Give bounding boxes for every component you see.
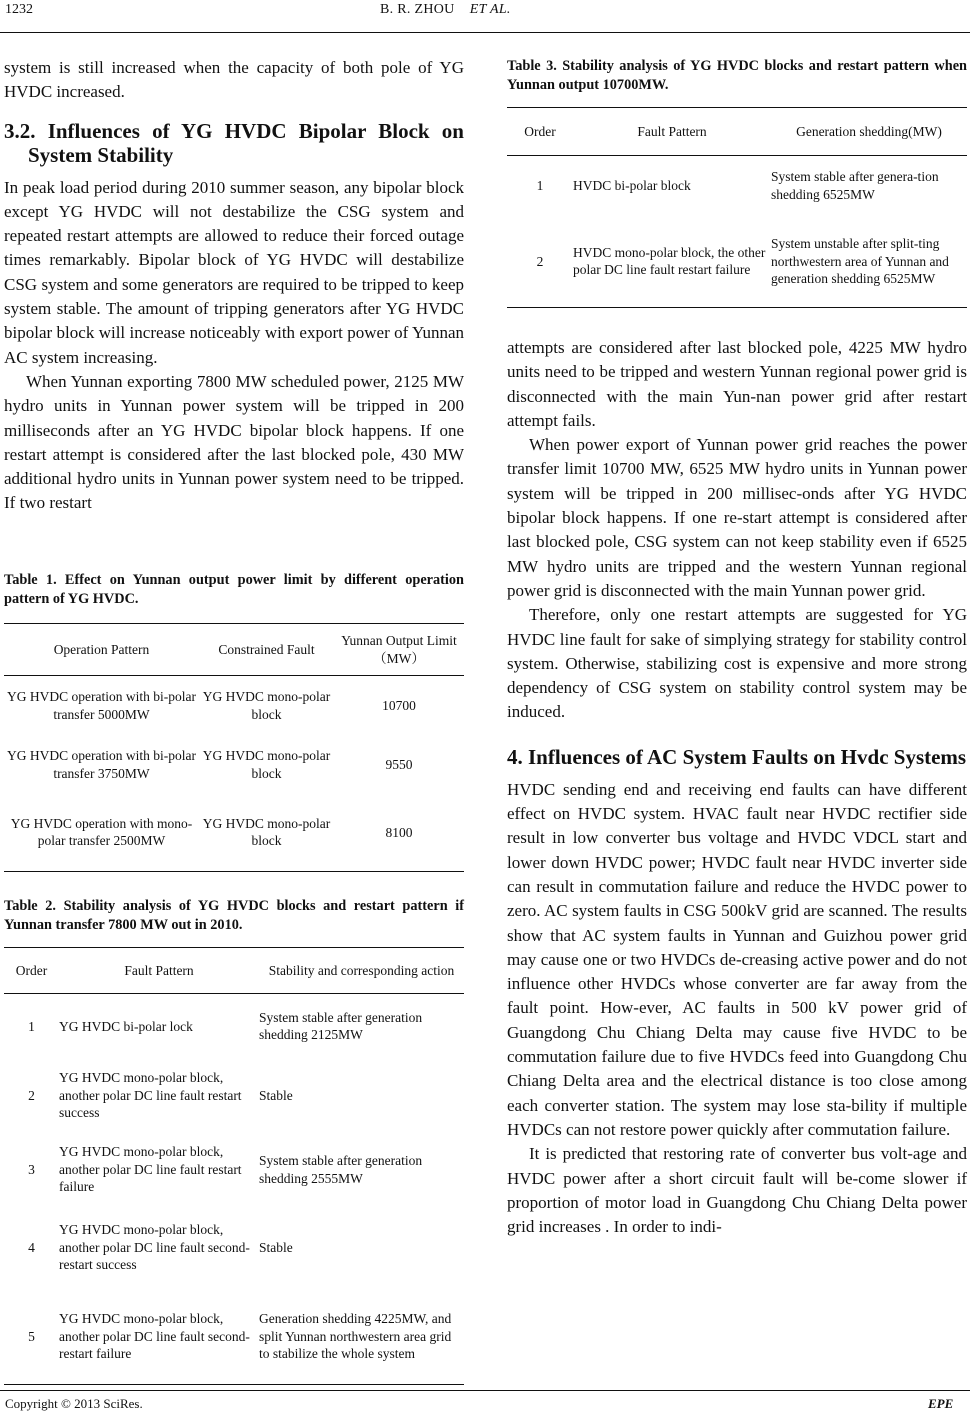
column-header: Fault Pattern [59,948,259,994]
column-header: Stability and corresponding action [259,948,464,994]
table-cell: YG HVDC mono-polar block, another polar DC line fault restart success [59,1070,242,1121]
table-cell: HVDC bi-polar block [573,178,691,193]
table-2 [4,897,464,1385]
left-column-text [4,56,464,516]
table-row [4,1207,464,1289]
footer-journal: EPE [928,1396,954,1411]
table-cell: YG HVDC mono-polar block, another polar DC line fault second-restart failure [59,1289,259,1385]
table-cell: Stable [259,1087,293,1103]
column-header: Generation shedding(MW) [771,108,967,156]
table-cell: System stable after genera-tion shedding 6525MW [771,169,939,202]
table-caption: Table 1. Effect on Yunnan output power limit by different operation pattern of YG HVDC. [4,572,464,607]
table-cell: 3 [28,1161,35,1177]
table-caption: Table 3. Stability analysis of YG HVDC blocks and restart pattern when Yunnan output 10700MW. [507,58,967,93]
table-cell: Generation shedding 4225MW, and split Yunnan northwestern area grid to stabilize the whole system [259,1289,464,1385]
table-3 [507,57,967,308]
paragraph: system is still increased when the capacity of both pole of YG HVDC increased. [4,58,464,102]
column-header: Order [4,948,59,994]
table-cell: 9550 [385,756,413,772]
table-row [507,156,967,216]
table-row [4,994,464,1059]
table-cell: 1 [28,1018,35,1034]
footer-rule [0,1390,970,1391]
paragraph: When Yunnan exporting 7800 MW scheduled power, 2125 MW hydro units in Yunnan power system will be tripped in 200 milliseconds after an YG HVDC bipolar block happens. If one restart attempt is considered after the last blocked pole, 430 MW additional hydro units in Yunnan power system need to be tripped. If two restart [4,371,464,513]
header-rule [0,32,970,33]
table-row [4,1133,464,1207]
table-cell: 1 [536,178,544,193]
table-row [507,216,967,308]
table-cell: YG HVDC mono-polar block, another polar DC line fault restart failure [59,1144,242,1195]
table-cell: YG HVDC mono-polar block [199,794,334,872]
column-header: Fault Pattern [573,108,771,156]
table-cell: 2 [28,1087,35,1103]
paragraph: HVDC sending end and receiving end faults can have different effect on HVDC system. HVAC fault near HVDC rectifier side result in low converter bus voltage and HVDC VDCL start and lower down HVDC power; HVDC fault near HVDC inverter side can result in commutation failure and reduce the HVDC power to zero. AC system faults in CSG 500kV grid are scanned. The results show that AC system faults in Yunnan and Guizhou power grid may cause one or two HVDCs de-creasing active power and do not influence other HVDCs whose converter are far away from the fault point. How-ever, AC faults in 500 kV power grid of Guangdong Chu Chiang Delta may cause five HVDC to be commutation failure due to five HVDCs feed into Guangdong Chu Chiang Delta area and the electrical distance is too close among each converter station. The system may lose sta-bility if multiple HVDCs can not restore power quickly after commutation failure. [507,779,967,1139]
paragraph: When power export of Yunnan power grid reaches the power transfer limit 10700 MW, 6525 MW hydro units in Yunnan power system will be tripped in 200 millisec-onds after YG HVDC bipolar block happens. If one re-start attempt is considered after last blocked pole, CSG system can not keep stability even if 6525 MW hydro units are tripped and the western Yunnan regional power grid is disconnected with the main Yunnan power grid. [507,435,967,600]
table-cell: YG HVDC operation with bi-polar transfer 5000MW [7,689,196,722]
table-1 [4,571,464,872]
paragraph: attempts are considered after last blocked pole, 4225 MW hydro units need to be tripped and western Yunnan regional power grid is disconnected with the main Yun-nan power grid after restart attempt fails. [507,338,967,430]
table-cell: YG HVDC mono-polar block, another polar DC line fault second-restart success [59,1222,250,1273]
table-cell: 5 [4,1289,59,1385]
table-cell: System stable after generation shedding 2555MW [259,1153,423,1186]
section-heading-3-2: 3.2. Influences of YG HVDC Bipolar Block on System Stability [4,118,464,167]
footer-copyright: Copyright © 2013 SciRes. [5,1396,143,1411]
table-cell: YG HVDC operation with mono-polar transfer 2500MW [4,794,199,872]
table-row [4,736,464,794]
table-cell: 10700 [382,698,416,713]
section-heading-4: 4. Influences of AC System Faults on Hvdc Systems [507,744,967,769]
table-cell: 8100 [334,794,464,872]
table-caption: Table 2. Stability analysis of YG HVDC blocks and restart pattern if Yunnan transfer 7800 MW out in 2010. [4,898,464,933]
table-cell: HVDC mono-polar block, the other polar DC line fault restart failure [573,216,771,308]
table-cell: YG HVDC mono-polar block [202,748,331,781]
table-cell: 4 [28,1239,35,1255]
table-row [4,1059,464,1133]
table-row [4,1289,464,1385]
column-header: Constrained Fault [199,624,334,676]
table-row [4,676,464,736]
right-column-text [507,336,967,1239]
running-head-authors: B. R. ZHOU [380,2,455,17]
table-cell: YG HVDC operation with bi-polar transfer 3750MW [7,748,196,781]
table-cell: 2 [507,216,573,308]
paragraph: It is predicted that restoring rate of converter bus volt-age and HVDC power after a short circuit fault will be-come slower if proportion of motor load in Guangdong Chu Chiang Delta power grid increases . In order to indi- [507,1144,967,1237]
column-header: Operation Pattern [4,624,199,676]
table-cell: YG HVDC mono-polar block [202,689,331,722]
page-number: 1232 [5,2,33,17]
table-cell: YG HVDC bi-polar lock [59,1018,193,1034]
running-head-etal: ET AL. [469,2,511,17]
column-header: Yunnan Output Limit（MW） [334,624,464,676]
paragraph: In peak load period during 2010 summer season, any bipolar block except YG HVDC will not destabilize the CSG system and repeated restart attempts are allowed to reduce their forced outage times remarkably. Bipolar block of YG HVDC will destabilize CSG system and some generators are required to be tripped to keep system stable. The amount of tripping generators after YG HVDC bipolar block will increase noticeably with export power of Yunnan AC system increasing. [4,177,464,367]
table-row [4,794,464,872]
column-header: Order [507,108,573,156]
table-cell: System unstable after split-ting northwestern area of Yunnan and generation shedding 6525MW [771,216,967,308]
running-head [380,2,511,18]
paragraph: Therefore, only one restart attempts are suggested for YG HVDC line fault for sake of simplying strategy for stability control system. Otherwise, stabilizing cost is expensive and more strong dependency of CSG system on stability control system may be induced. [507,605,967,722]
table-cell: System stable after generation shedding 2125MW [259,1009,423,1043]
table-cell: Stable [259,1239,293,1255]
